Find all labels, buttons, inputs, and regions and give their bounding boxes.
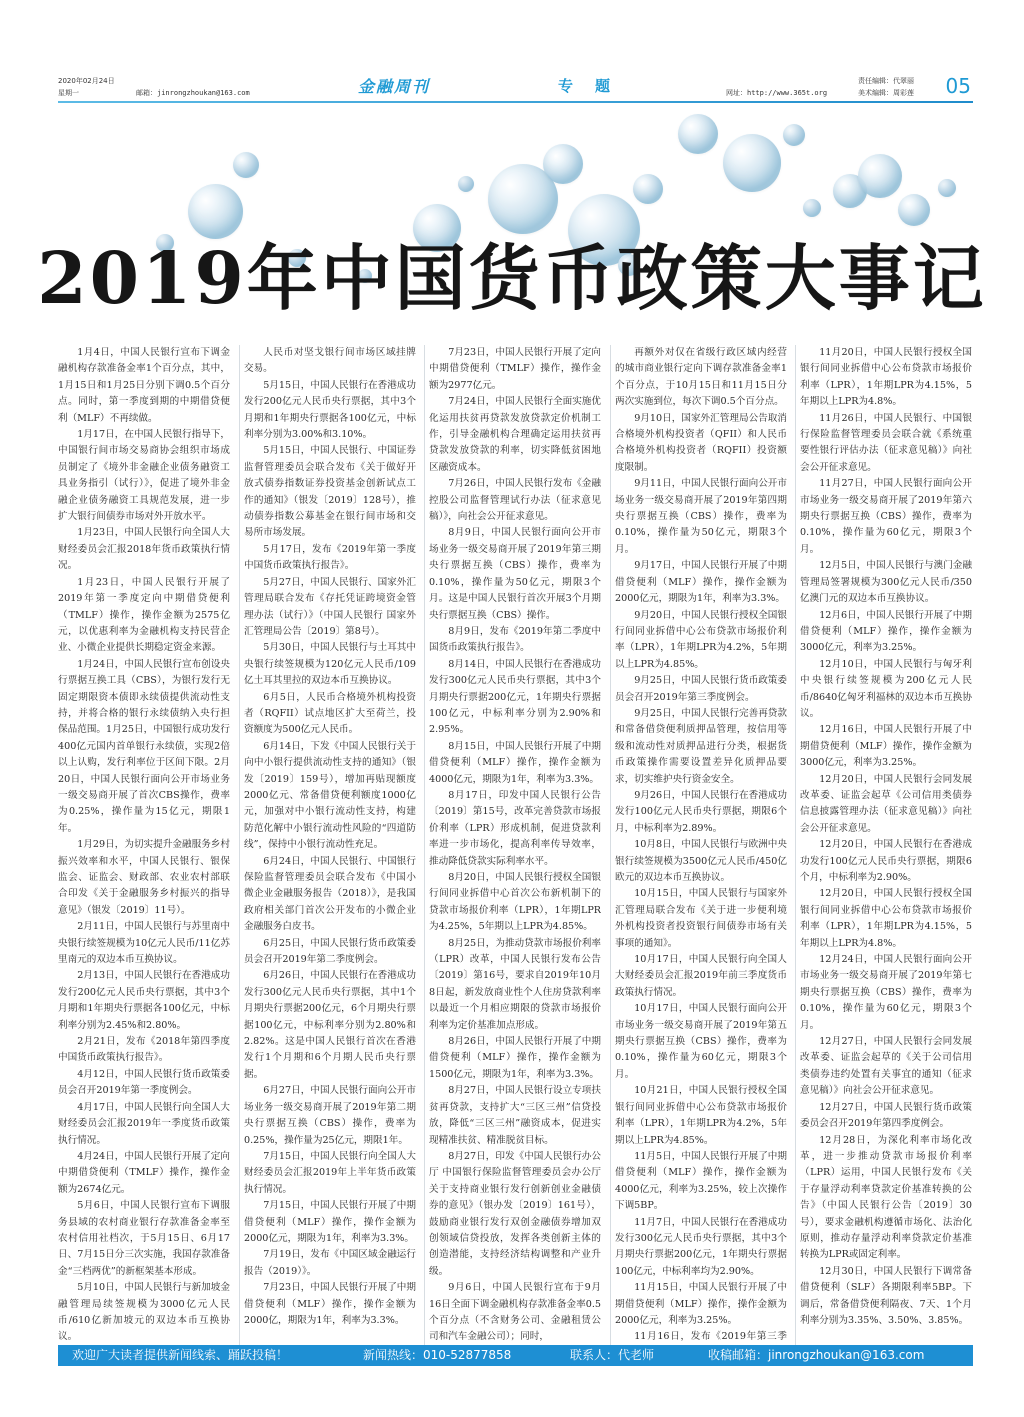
event-paragraph: 1月24日，中国人民银行宣布创设央行票据互换工具（CBS），为银行发行无固定期限资本债即永续债提供流动性支持，并将合格的银行永续债纳入央行担保品范围。1月25日，中国银行成功发行400亿元国内首单银行永续债，实现2倍以上认购，发行利率位于区间下限。2月20日，中国人民银行面向公开市场业务一级交易商开展了首次CBS操作，费率为0.25%，操作量为15亿元，期限1年。 [58, 658, 230, 834]
event-paragraph: 12月20日，中国人民银行授权全国银行间同业拆借中心公布贷款市场报价利率（LPR），1年期LPR为4.15%，5年期以上LPR为4.8%。 [800, 888, 972, 949]
article-body [58, 345, 973, 1345]
event-paragraph: 8月9日，中国人民银行面向公开市场业务一级交易商开展了2019年第三期央行票据互换（CBS）操作，费率为0.10%，操作量为50亿元，期限3个月。这是中国人民银行首次开展3个月期央行票据互换（CBS）操作。 [429, 527, 601, 621]
event-paragraph: 9月6日，中国人民银行宣布于9月16日全面下调金融机构存款准备金率0.5个百分点（不含财务公司、金融租赁公司和汽车金融公司）；同时， [429, 1282, 601, 1343]
event-paragraph: 11月5日，中国人民银行开展了中期借贷便利（MLF）操作，操作金额为4000亿元，利率为3.25%，较上次操作下调5BP。 [615, 1150, 787, 1212]
text-column-2 [244, 345, 416, 1345]
event-paragraph: 5月30日，中国人民银行与土耳其中央银行续签规模为120亿元人民币/109亿土耳其里拉的双边本币互换协议。 [244, 642, 416, 687]
event-paragraph: 11月16日，发布《2019年第三季 [634, 1331, 787, 1343]
event-paragraph: 9月26日，中国人民银行在香港成功发行100亿元人民币央行票据，期限6个月，中标利率为2.89%。 [615, 789, 787, 834]
event-paragraph: 10月8日，中国人民银行与欧洲中央银行续签规模为3500亿元人民币/450亿欧元的双边本币互换协议。 [615, 839, 787, 883]
footer-contact: 联系人：代老师 [570, 1348, 655, 1362]
event-paragraph: 6月5日，人民币合格境外机构投资者（RQFII）试点地区扩大至荷兰，投资额度为500亿元人民币。 [244, 691, 416, 736]
event-paragraph: 6月27日，中国人民银行面向公开市场业务一级交易商开展了2019年第二期央行票据互换（CBS）操作，费率为0.25%，操作量为25亿元，期限1年。 [244, 1085, 416, 1146]
text-column-3 [429, 345, 601, 1345]
footer-email: 收稿邮箱：jinrongzhoukan@163.com [708, 1348, 925, 1362]
event-paragraph: 8月17日，印发中国人民银行公告〔2019〕第15号，改革完善贷款市场报价利率（LPR）形成机制，促进贷款利率进一步市场化，提高利率传导效率，推动降低贷款实际利率水平。 [429, 789, 601, 867]
bubble [543, 144, 583, 184]
event-paragraph: 1月23日，中国人民银行开展了2019年第一季度定向中期借贷便利（TMLF）操作，操作金额为2575亿元，以优惠利率为金融机构支持民营企业、小微企业提供长期稳定资金来源。 [58, 576, 230, 654]
event-paragraph: 12月20日，中国人民银行会同发展改革委、证监会起草《公司信用类债券信息披露管理办法（征求意见稿）》向社会公开征求意见。 [800, 773, 972, 834]
section-name: 专题 [558, 77, 633, 95]
bubble [633, 174, 663, 204]
bubble [233, 152, 259, 178]
event-paragraph: 12月20日，中国人民银行在香港成功发行100亿元人民币央行票据，期限6个月，中标利率为2.90%。 [800, 839, 972, 883]
event-paragraph: 6月24日，中国人民银行、中国银行保险监督管理委员会联合发布《中国小微企业金融服务报告（2018）》，是我国政府相关部门首次公开发布的小微企业金融服务白皮书。 [244, 855, 416, 933]
event-paragraph: 4月17日，中国人民银行向全国人大财经委员会汇报2019年一季度货币政策执行情况。 [58, 1101, 230, 1146]
event-paragraph: 1月4日，中国人民银行宣布下调金融机构存款准备金率1个百分点，其中，1月15日和1月25日分别下调0.5个百分点。同时，第一季度到期的中期借贷便利（MLF）不再续做。 [58, 347, 230, 424]
event-paragraph: 7月23日，中国人民银行开展了中期借贷便利（MLF）操作，操作金额为2000亿，期限为1年，利率为3.3%。 [244, 1282, 416, 1326]
event-paragraph: 10月21日，中国人民银行授权全国银行间同业拆借中心公布贷款市场报价利率（LPR），1年期LPR为4.2%，5年期以上LPR为4.85%。 [615, 1085, 787, 1146]
event-paragraph: 再额外对仅在省级行政区域内经营的城市商业银行定向下调存款准备金率1个百分点，于10月15日和11月15日分两次实施到位，每次下调0.5个百分点。 [615, 347, 787, 408]
event-paragraph: 7月15日，中国人民银行向全国人大财经委员会汇报2019年上半年货币政策执行情况。 [244, 1150, 416, 1195]
event-paragraph: 8月27日，印发《中国人民银行办公厅 中国银行保险监督管理委员会办公厅关于支持商业银行发行创新创业金融债券的意见》（银办发〔2019〕161号），鼓励商业银行发行双创金融债券增加双创领域信贷投放，发挥各类创新主体的创造潜能，支持经济结构调整和产业升级。 [429, 1150, 601, 1277]
page-header [58, 72, 973, 102]
issue-date: 2020年02月24日 [58, 77, 115, 85]
event-paragraph: 5月27日，中国人民银行、国家外汇管理局联合发布《存托凭证跨境资金管理办法（试行）》（中国人民银行 国家外汇管理局公告〔2019〕第8号）。 [244, 576, 416, 637]
event-paragraph: 9月20日，中国人民银行授权全国银行间同业拆借中心公布贷款市场报价利率（LPR），1年期LPR为4.2%，5年期以上LPR为4.85%。 [615, 609, 787, 670]
event-paragraph: 8月27日，中国人民银行设立专项扶贫再贷款，支持扩大“三区三州”信贷投放，降低“三区三州”融资成本，促进实现精准扶贫、精准脱贫目标。 [429, 1085, 601, 1146]
bubble [858, 154, 902, 198]
event-paragraph: 8月15日，中国人民银行开展了中期借贷便利（MLF）操作，操作金额为4000亿元，期限为1年，利率为3.3%。 [429, 740, 601, 785]
event-paragraph: 2月13日，中国人民银行在香港成功发行200亿元人民币央行票据，其中3个月期和1年期央行票据各100亿元，中标利率分别为2.45%和2.80%。 [58, 970, 230, 1031]
page-headline: 2019年中国货币政策大事记 [37, 236, 987, 320]
event-paragraph: 6月14日，下发《中国人民银行关于向中小银行提供流动性支持的通知》（银发〔2019〕159号），增加再贴现额度2000亿元、常备借贷便利额度1000亿元，加强对中小银行流动性支持，构建防范化解中小银行流动性风险的“四道防线”，保持中小银行流动性充足。 [244, 740, 416, 851]
header-website: 网址：http://www.365t.org [726, 89, 828, 97]
event-paragraph: 11月15日，中国人民银行开展了中期借贷便利（MLF）操作，操作金额为2000亿元，利率为3.25%。 [615, 1282, 787, 1326]
header-rule [58, 101, 973, 103]
event-paragraph: 1月23日，中国人民银行向全国人大财经委员会汇报2018年货币政策执行情况。 [58, 527, 230, 572]
event-paragraph: 8月20日，中国人民银行授权全国银行间同业拆借中心首次公布新机制下的贷款市场报价利率（LPR），1年期LPR为4.25%，5年期以上LPR为4.85%。 [429, 872, 601, 933]
event-paragraph: 12月16日，中国人民银行开展了中期借贷便利（MLF）操作，操作金额为3000亿元，利率为3.25%。 [800, 724, 972, 769]
column-divider [795, 345, 796, 1345]
footer-invite: 欢迎广大读者提供新闻线索、踊跃投稿！ [72, 1348, 289, 1362]
event-paragraph: 4月24日，中国人民银行开展了定向中期借贷便利（TMLF）操作，操作金额为2674亿元。 [58, 1150, 230, 1195]
event-paragraph: 11月7日，中国人民银行在香港成功发行300亿元人民币央行票据，其中3个月期央行票据200亿元，1年期央行票据100亿元，中标利率均为2.90%。 [615, 1216, 787, 1277]
text-column-5 [800, 345, 972, 1345]
text-column-1 [58, 345, 230, 1345]
bubble [723, 134, 781, 192]
event-paragraph: 12月6日，中国人民银行开展了中期借贷便利（MLF）操作，操作金额为3000亿元，利率为3.25%。 [800, 609, 972, 654]
event-paragraph: 5月6日，中国人民银行宣布下调服务县域的农村商业银行存款准备金率至农村信用社档次，于5月15日、6月17日、7月15日分三次实施，我国存款准备金“三档两优”的新框架基本形成。 [58, 1200, 230, 1277]
event-paragraph: 5月15日，中国人民银行在香港成功发行200亿元人民币央行票据，其中3个月期和1年期央行票据各100亿元，中标利率分别为3.00%和3.10%。 [244, 379, 416, 441]
text-column-4 [615, 345, 787, 1345]
bubble [938, 179, 956, 197]
newspaper-logo: 金融周刊 [358, 77, 431, 96]
event-paragraph: 11月20日，中国人民银行授权全国银行间同业拆借中心公布贷款市场报价利率（LPR），1年期LPR为4.15%，5年期以上LPR为4.8%。 [800, 347, 972, 408]
art-editor: 美术编辑：周彩莲 [858, 89, 914, 97]
bubble [678, 114, 718, 154]
event-paragraph: 人民币对坚戈银行间市场区域挂牌交易。 [244, 347, 416, 375]
event-paragraph: 12月30日，中国人民银行下调常备借贷便利（SLF）各期限利率5BP。下调后，常备借贷便利隔夜、7天、1个月利率分别为3.35%、3.50%、3.85%。 [800, 1265, 972, 1326]
page-footer [58, 1345, 973, 1366]
event-paragraph: 12月5日，中国人民银行与澳门金融管理局签署规模为300亿元人民币/350亿澳门元的双边本币互换协议。 [800, 560, 972, 605]
event-paragraph: 12月28日，为深化利率市场化改革，进一步推动贷款市场报价利率（LPR）运用，中国人民银行发布《关于存量浮动利率贷款定价基准转换的公告》（中国人民银行公告〔2019〕30号），要求金融机构遵循市场化、法治化原则，推动存量浮动利率贷款定价基准转换为LPR或固定利率。 [800, 1134, 972, 1261]
event-paragraph: 9月25日，中国人民银行完善再贷款和常备借贷便利质押品管理，按信用等级和流动性对质押品进行分类，根据货币政策操作需要设置差异化质押品要求，切实维护央行资金安全。 [615, 707, 787, 785]
event-paragraph: 2月11日，中国人民银行与苏里南中央银行续签规模为10亿元人民币/11亿苏里南元的双边本币互换协议。 [58, 921, 230, 966]
column-divider [239, 345, 240, 1345]
event-paragraph: 9月25日，中国人民银行货币政策委员会召开2019年第三季度例会。 [615, 675, 787, 703]
event-paragraph: 10月17日，中国人民银行面向公开市场业务一级交易商开展了2019年第五期央行票据互换（CBS）操作，费率为0.10%，操作量为60亿元，期限3个月。 [615, 1003, 787, 1080]
bubble [783, 124, 805, 146]
event-paragraph: 1月17日，在中国人民银行指导下，中国银行间市场交易商协会组织市场成员制定了《境外非金融企业债务融资工具业务指引（试行）》，促进了境外非金融企业债务融资工具规范发展，进一步扩大银行间债券市场对外开放水平。 [58, 429, 230, 523]
event-paragraph: 7月24日，中国人民银行全面实施优化运用扶贫再贷款发放贷款定价机制工作，引导金融机构合理确定运用扶贫再贷款发放贷款的利率，切实降低贫困地区融资成本。 [429, 396, 601, 473]
event-paragraph: 7月23日，中国人民银行开展了定向中期借贷便利（TMLF）操作，操作金额为2977亿元。 [429, 347, 601, 391]
event-paragraph: 7月15日，中国人民银行开展了中期借贷便利（MLF）操作，操作金额为2000亿元，期限为1年，利率为3.3%。 [244, 1200, 416, 1244]
column-divider [610, 345, 611, 1345]
bubble [803, 199, 821, 217]
event-paragraph: 5月17日，发布《2019年第一季度中国货币政策执行报告》。 [244, 543, 416, 572]
event-paragraph: 10月15日，中国人民银行与国家外汇管理局联合发布《关于进一步便利境外机构投资者投资银行间债券市场有关事项的通知》。 [615, 888, 787, 949]
column-divider [424, 345, 425, 1345]
event-paragraph: 4月12日，中国人民银行货币政策委员会召开2019年第一季度例会。 [58, 1068, 230, 1097]
event-paragraph: 6月26日，中国人民银行在香港成功发行300亿元人民币央行票据，其中1个月期央行票据200亿元，6个月期央行票据100亿元，中标利率分别为2.80%和2.82%。这是中国人民银行首次在香港发行1个月期和6个月期人民币央行票据。 [244, 970, 416, 1080]
bubble [458, 176, 474, 192]
issue-weekday: 星期一 [58, 89, 79, 97]
event-paragraph: 8月26日，中国人民银行开展了中期借贷便利（MLF）操作，操作金额为1500亿元，期限为1年，利率为3.3%。 [429, 1036, 601, 1080]
event-paragraph: 11月27日，中国人民银行面向公开市场业务一级交易商开展了2019年第六期央行票据互换（CBS）操作，费率为0.10%，操作量为60亿元，期限3个月。 [800, 478, 972, 555]
event-paragraph: 8月14日，中国人民银行在香港成功发行300亿元人民币央行票据，其中3个月期央行票据200亿元，1年期央行票据100亿元，中标利率分别为2.90%和2.95%。 [429, 658, 601, 736]
event-paragraph: 5月15日，中国人民银行、中国证券监督管理委员会联合发布《关于做好开放式债券指数证券投资基金创新试点工作的通知》（银发〔2019〕128号），推动债券指数公募基金在银行间市场和交易所市场发展。 [244, 445, 416, 539]
footer-hotline: 新闻热线：010-52877858 [363, 1348, 512, 1362]
event-paragraph: 1月29日，为切实提升金融服务乡村振兴效率和水平，中国人民银行、银保监会、证监会、财政部、农业农村部联合印发《关于金融服务乡村振兴的指导意见》（银发〔2019〕11号）。 [58, 839, 230, 916]
event-paragraph: 8月25日，为推动贷款市场报价利率（LPR）改革，中国人民银行发布公告〔2019〕第16号，要求自2019年10月8日起，新发放商业性个人住房贷款利率以最近一个月相应期限的贷款市场报价利率为定价基准加点形成。 [429, 937, 601, 1031]
event-paragraph: 12月27日，中国人民银行会同发展改革委、证监会起草的《关于公司信用类债券违约处置有关事宜的通知（征求意见稿）》向社会公开征求意见。 [800, 1036, 972, 1097]
event-paragraph: 2月21日，发布《2018年第四季度中国货币政策执行报告》。 [58, 1036, 230, 1064]
event-paragraph: 7月26日，中国人民银行发布《金融控股公司监督管理试行办法（征求意见稿）》，向社会公开征求意见。 [429, 478, 601, 523]
event-paragraph: 6月25日，中国人民银行货币政策委员会召开2019年第二季度例会。 [244, 937, 416, 966]
event-paragraph: 10月17日，中国人民银行向全国人大财经委员会汇报2019年前三季度货币政策执行情况。 [615, 954, 787, 998]
event-paragraph: 12月24日，中国人民银行面向公开市场业务一级交易商开展了2019年第七期央行票据互换（CBS）操作，费率为0.10%，操作量为60亿元，期限3个月。 [800, 954, 972, 1031]
event-paragraph: 5月10日，中国人民银行与新加坡金融管理局续签规模为3000亿元人民币/610亿新加坡元的双边本币互换协议。 [58, 1282, 230, 1343]
event-paragraph: 12月27日，中国人民银行货币政策委员会召开2019年第四季度例会。 [800, 1101, 972, 1130]
event-paragraph: 11月26日，中国人民银行、中国银行保险监督管理委员会联合就《系统重要性银行评估办法（征求意见稿）》向社会公开征求意见。 [800, 412, 972, 473]
responsible-editor: 责任编辑：代翠丽 [858, 77, 914, 85]
event-paragraph: 7月19日，发布《中国区域金融运行报告（2019）》。 [244, 1249, 416, 1277]
page-number: 05 [945, 74, 971, 98]
event-paragraph: 9月10日，国家外汇管理局公告取消合格境外机构投资者（QFII）和人民币合格境外机构投资者（RQFII）投资额度限制。 [615, 412, 787, 473]
event-paragraph: 9月11日，中国人民银行面向公开市场业务一级交易商开展了2019年第四期央行票据互换（CBS）操作，费率为0.10%，操作量为50亿元，期限3个月。 [615, 478, 787, 555]
event-paragraph: 8月9日，发布《2019年第二季度中国货币政策执行报告》。 [429, 625, 601, 654]
event-paragraph: 9月17日，中国人民银行开展了中期借贷便利（MLF）操作，操作金额为2000亿元，期限为1年，利率为3.3%。 [615, 560, 787, 605]
event-paragraph: 12月10日，中国人民银行与匈牙利中央银行续签规模为200亿元人民币/8640亿匈牙利福林的双边本币互换协议。 [800, 658, 972, 719]
header-email: 邮箱：jinrongzhoukan@163.com [136, 89, 250, 97]
